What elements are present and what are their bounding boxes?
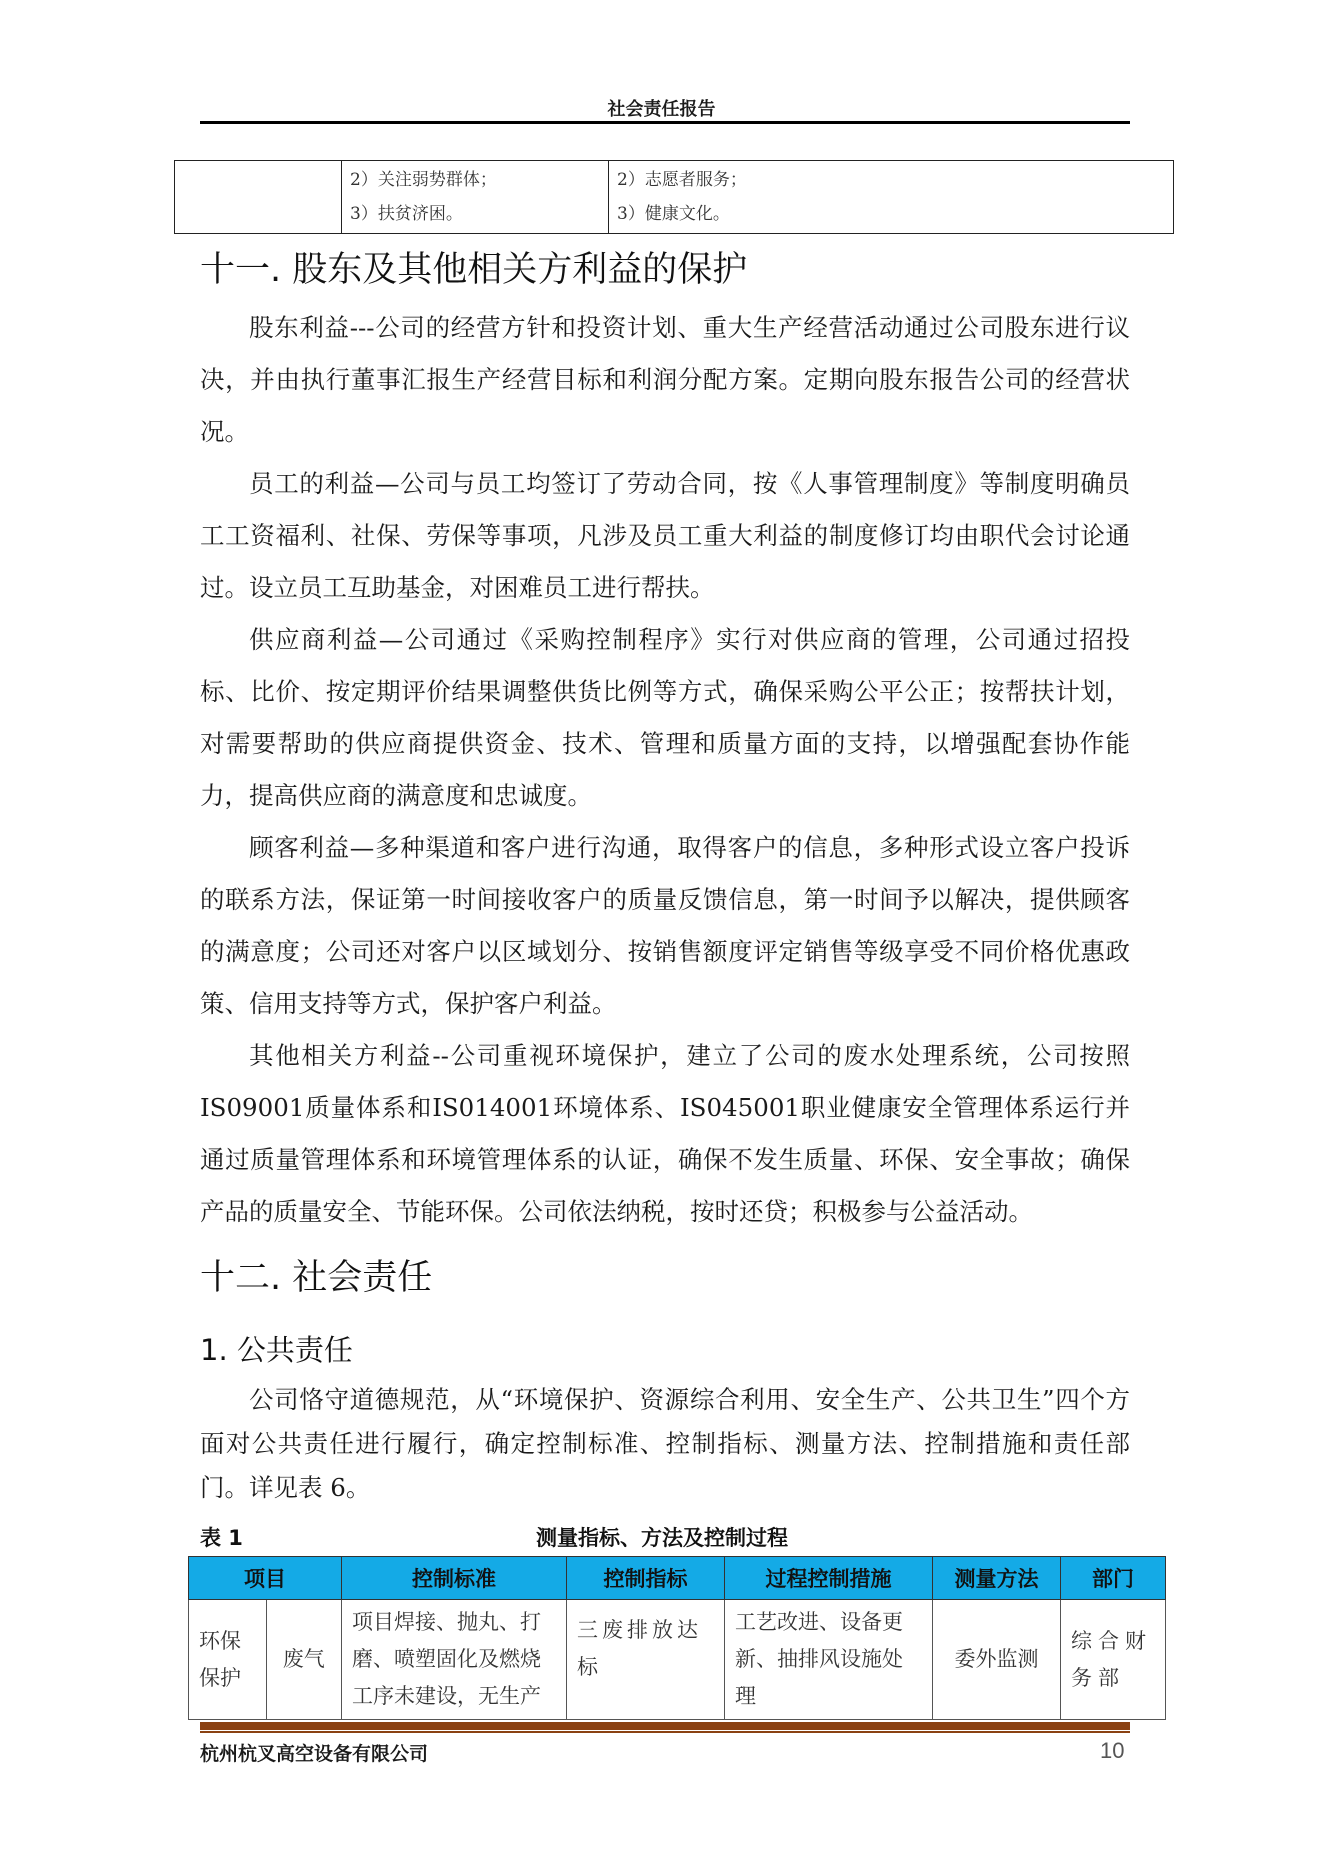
cell-measures: 工艺改进、设备更新、抽排风设施处理 <box>725 1600 933 1720</box>
paragraph-suppliers: 供应商利益—公司通过《采购控制程序》实行对供应商的管理，公司通过招投标、比价、按定期评价结果调整供货比例等方式，确保采购公平公正；按帮扶计划，对需要帮助的供应商提供资金、技术、管理和质量方面的支持，以增强配套协作能力，提高供应商的满意度和忠诚度。 <box>200 625 1130 810</box>
cell-method: 委外监测 <box>933 1600 1061 1720</box>
column-header: 测量方法 <box>933 1557 1061 1600</box>
table-header-row <box>189 1557 1166 1600</box>
list-item: 2）关注弱势群体； <box>350 170 497 190</box>
footer-bar-thin <box>200 1731 1130 1733</box>
column-header: 过程控制措施 <box>725 1557 933 1600</box>
paragraph-public-responsibility: 公司恪守道德规范，从“环境保护、资源综合利用、安全生产、公共卫生”四个方面对公共责任进行履行，确定控制标准、控制指标、测量方法、控制措施和责任部门。详见表 6。 <box>200 1385 1130 1502</box>
paragraph-employees: 员工的利益—公司与员工均签订了劳动合同，按《人事管理制度》等制度明确员工工资福利、社保、劳保等事项，凡涉及员工重大利益的制度修订均由职代会讨论通过。设立员工互助基金，对困难员工进行帮扶。 <box>200 469 1130 602</box>
measurement-table <box>188 1556 1166 1720</box>
table-title: 测量指标、方法及控制过程 <box>536 1526 788 1550</box>
table-row <box>175 161 1174 234</box>
table-cell <box>175 161 342 234</box>
table-label: 表 1 <box>200 1526 243 1550</box>
continued-table <box>174 160 1174 234</box>
cell-item: 废气 <box>266 1600 341 1720</box>
subsection-public-responsibility-heading: 1. 公共责任 <box>200 1333 353 1367</box>
running-header-title: 社会责任报告 <box>607 99 716 120</box>
list-item: 2）志愿者服务； <box>617 170 747 190</box>
header-rule <box>200 121 1130 124</box>
cell-standard: 项目焊接、抛丸、打磨、喷塑固化及燃烧工序未建设，无生产 <box>342 1600 567 1720</box>
cell-department: 综合财务部 <box>1061 1600 1166 1720</box>
footer-company-name: 杭州杭叉高空设备有限公司 <box>200 1743 429 1765</box>
list-item: 3）健康文化。 <box>617 204 730 224</box>
cell-indicator: 三废排放达标 <box>567 1600 725 1720</box>
table-row <box>189 1600 1166 1720</box>
list-item: 3）扶贫济困。 <box>350 204 463 224</box>
footer-bar <box>200 1722 1130 1730</box>
paragraph-shareholders: 股东利益---公司的经营方针和投资计划、重大生产经营活动通过公司股东进行议决，并由执行董事汇报生产经营目标和利润分配方案。定期向股东报告公司的经营状况。 <box>200 313 1130 446</box>
column-header: 部门 <box>1061 1557 1166 1600</box>
column-header: 控制指标 <box>567 1557 725 1600</box>
paragraph-other-stakeholders: 其他相关方利益--公司重视环境保护，建立了公司的废水处理系统，公司按照IS09001质量体系和IS014001环境体系、IS045001职业健康安全管理体系运行并通过质量管理体系和环境管理体系的认证，确保不发生质量、环保、安全事故；确保产品的质量安全、节能环保。公司依法纳税，按时还贷；积极参与公益活动。 <box>200 1041 1130 1226</box>
section-12-heading: 十二. 社会责任 <box>200 1258 433 1298</box>
column-header: 项目 <box>189 1557 342 1600</box>
section-11-heading: 十一. 股东及其他相关方利益的保护 <box>200 250 748 290</box>
paragraph-customers: 顾客利益—多种渠道和客户进行沟通，取得客户的信息，多种形式设立客户投诉的联系方法，保证第一时间接收客户的质量反馈信息，第一时间予以解决，提供顾客的满意度；公司还对客户以区域划分、按销售额度评定销售等级享受不同价格优惠政策、信用支持等方式，保护客户利益。 <box>200 833 1130 1018</box>
table-cell <box>342 161 609 234</box>
table-cell <box>609 161 1174 234</box>
page-number: 10 <box>1100 1738 1125 1763</box>
cell-category: 环保保护 <box>189 1600 267 1720</box>
column-header: 控制标准 <box>342 1557 567 1600</box>
